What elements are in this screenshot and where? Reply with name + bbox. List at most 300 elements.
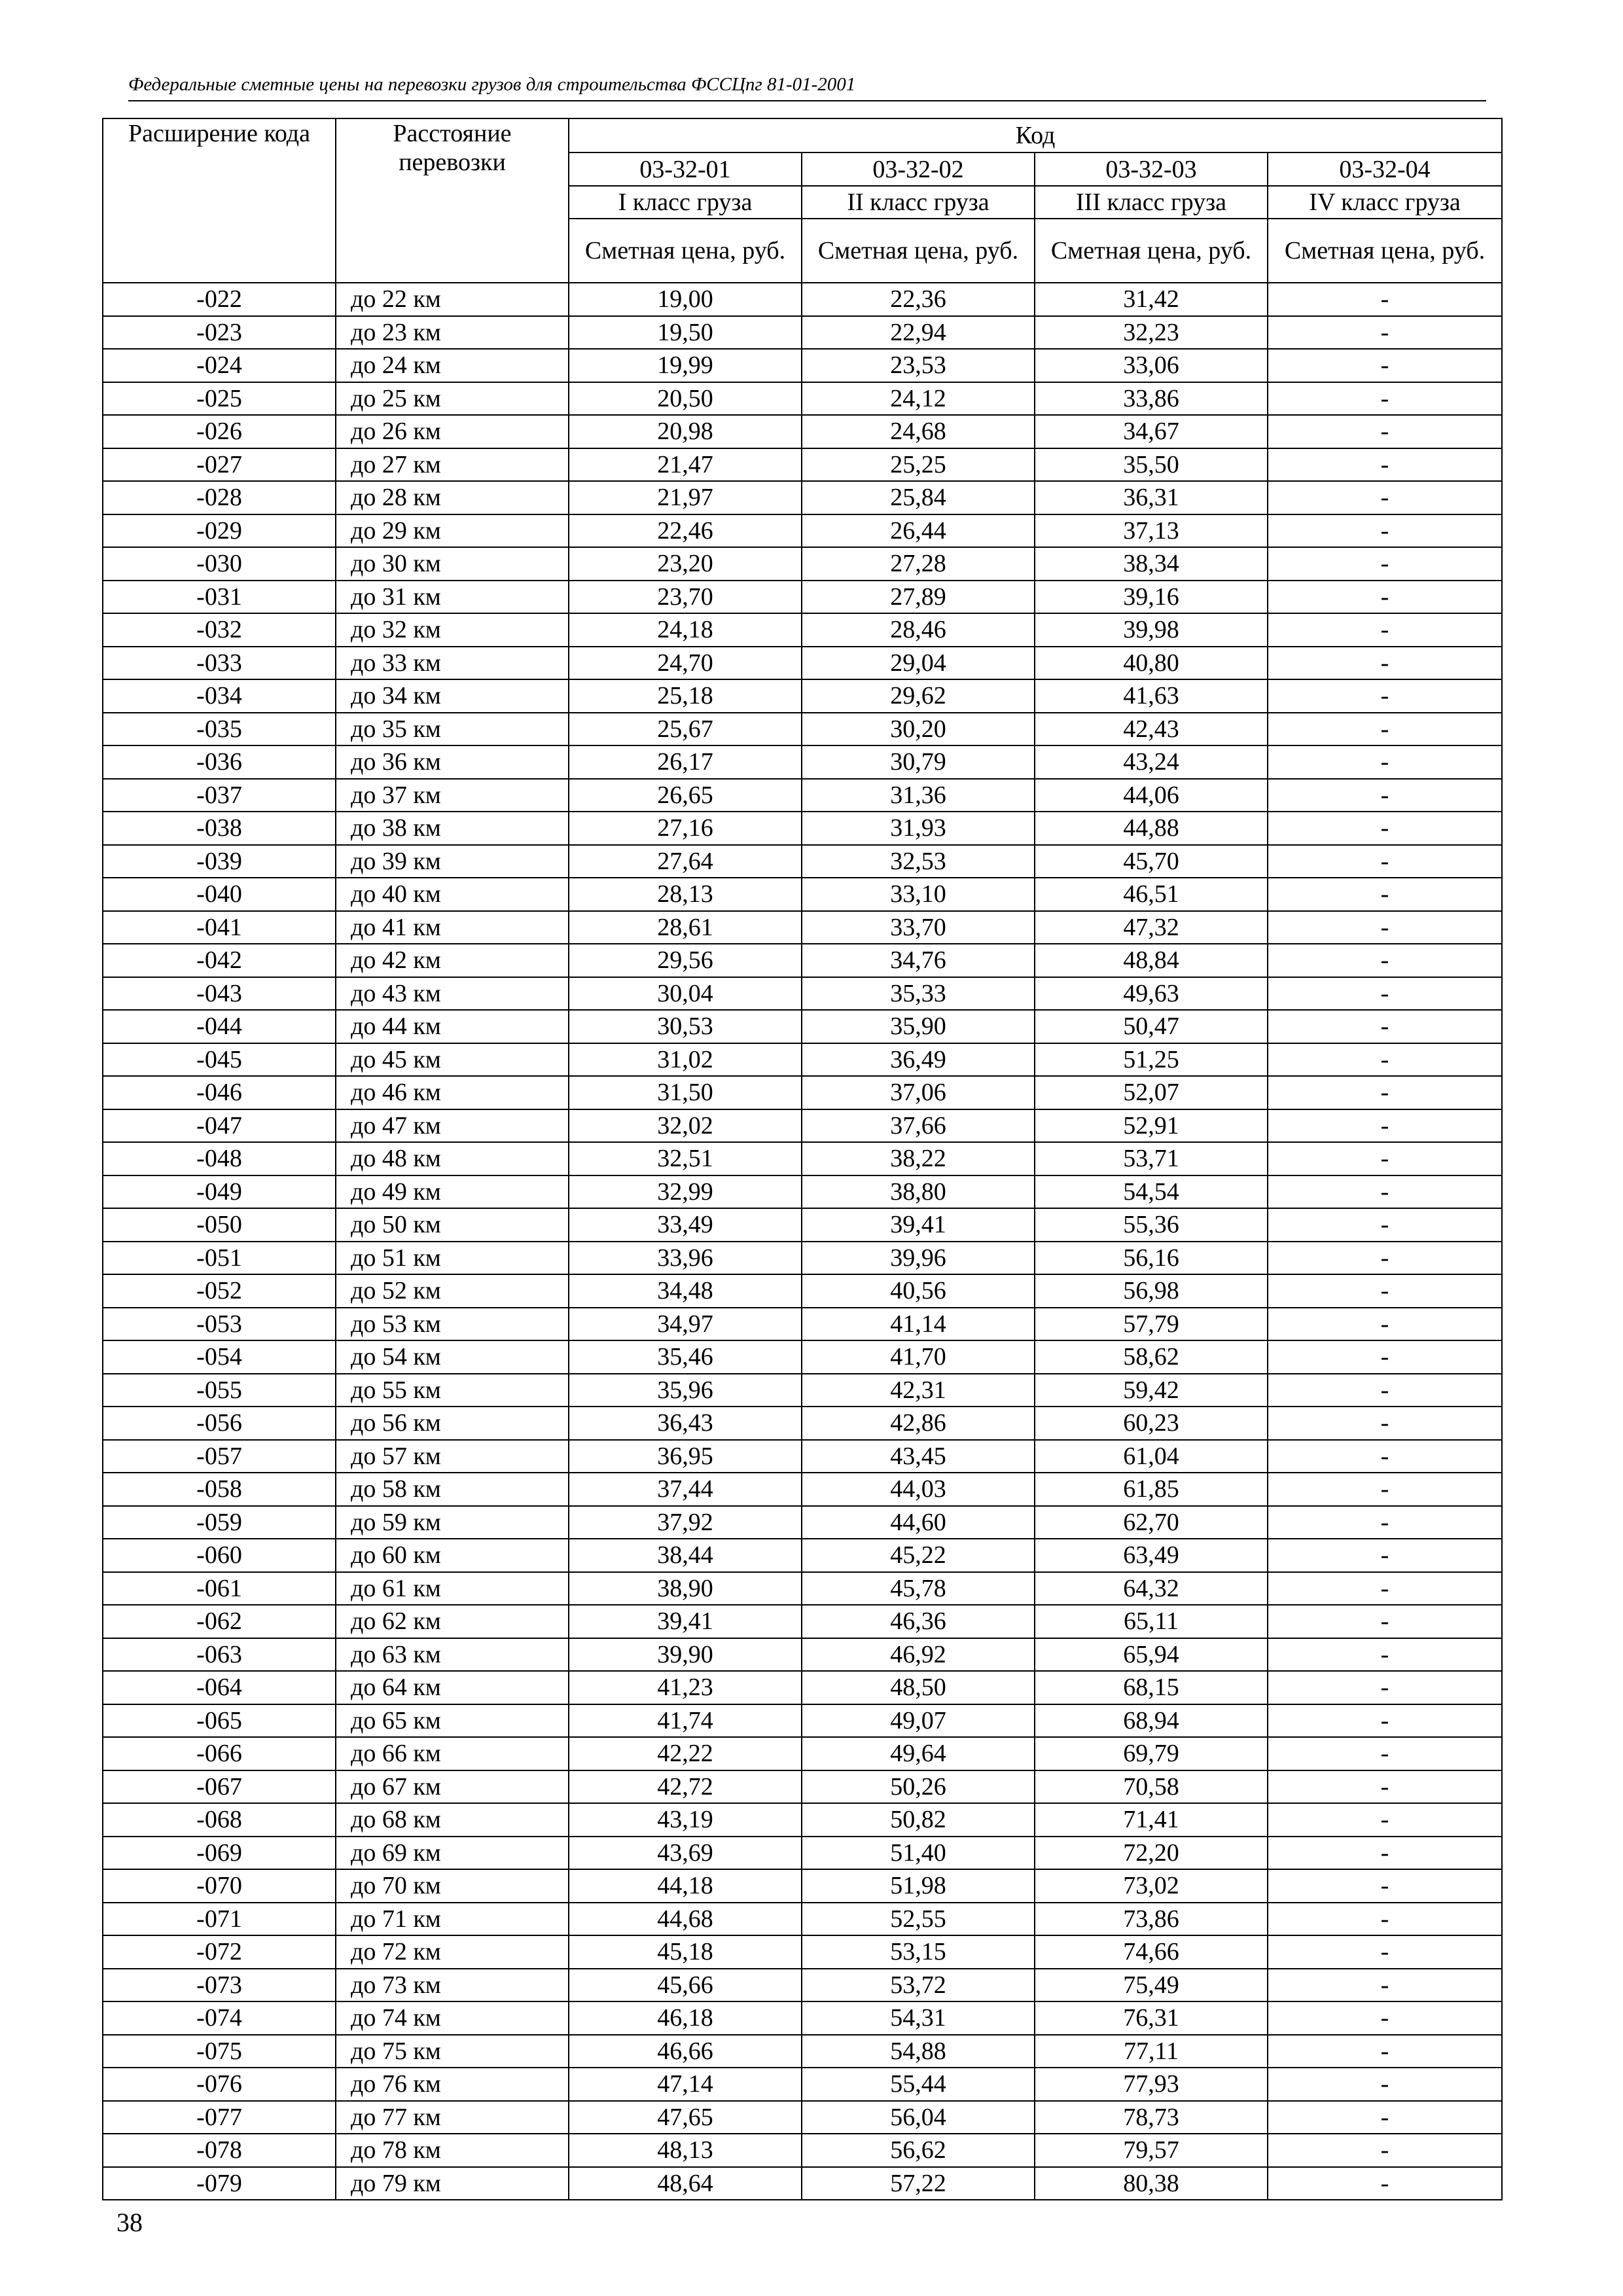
price-class-1-cell: 32,02 — [569, 1109, 802, 1143]
price-class-2-cell: 49,64 — [802, 1737, 1035, 1770]
price-class-3-cell: 33,06 — [1035, 349, 1268, 382]
code-extension-cell: -030 — [103, 547, 336, 581]
price-class-2-cell: 39,96 — [802, 1242, 1035, 1275]
price-class-3-cell: 75,49 — [1035, 1969, 1268, 2002]
table-row — [103, 2001, 1502, 2035]
table-row — [103, 2035, 1502, 2068]
price-class-2-cell: 24,68 — [802, 415, 1035, 448]
price-class-2-cell: 42,31 — [802, 1374, 1035, 1407]
price-class-3-cell: 68,94 — [1035, 1704, 1268, 1738]
price-class-4-cell: - — [1268, 316, 1502, 350]
table-row — [103, 613, 1502, 647]
table-row — [103, 845, 1502, 878]
price-class-3-cell: 41,63 — [1035, 679, 1268, 713]
distance-cell: до 53 км — [336, 1308, 569, 1341]
price-class-1-cell: 46,18 — [569, 2001, 802, 2035]
price-class-1-cell: 31,02 — [569, 1043, 802, 1077]
code-extension-cell: -044 — [103, 1010, 336, 1043]
table-row — [103, 1274, 1502, 1308]
distance-cell: до 33 км — [336, 647, 569, 680]
price-class-3-cell: 77,11 — [1035, 2035, 1268, 2068]
price-class-3-cell: 64,32 — [1035, 1572, 1268, 1605]
price-class-3-cell: 32,23 — [1035, 316, 1268, 350]
code-extension-cell: -079 — [103, 2167, 336, 2200]
table-row — [103, 581, 1502, 614]
price-class-1-cell: 42,72 — [569, 1770, 802, 1804]
header-distance: Расстояние перевозки — [336, 118, 569, 283]
table-row — [103, 1506, 1502, 1539]
distance-cell: до 76 км — [336, 2068, 569, 2101]
price-class-2-cell: 35,33 — [802, 977, 1035, 1011]
code-extension-cell: -050 — [103, 1208, 336, 1242]
price-class-3-cell: 55,36 — [1035, 1208, 1268, 1242]
distance-cell: до 48 км — [336, 1142, 569, 1175]
price-class-4-cell: - — [1268, 283, 1502, 316]
price-class-3-cell: 44,88 — [1035, 812, 1268, 845]
price-class-4-cell: - — [1268, 713, 1502, 746]
distance-cell: до 60 км — [336, 1539, 569, 1572]
price-class-1-cell: 37,44 — [569, 1473, 802, 1506]
table-row — [103, 1208, 1502, 1242]
table-row — [103, 1969, 1502, 2002]
price-class-2-cell: 37,66 — [802, 1109, 1035, 1143]
code-extension-cell: -037 — [103, 779, 336, 812]
price-class-2-cell: 29,62 — [802, 679, 1035, 713]
distance-cell: до 38 км — [336, 812, 569, 845]
price-class-4-cell: - — [1268, 779, 1502, 812]
price-class-4-cell: - — [1268, 1043, 1502, 1077]
code-extension-cell: -024 — [103, 349, 336, 382]
price-class-1-cell: 23,20 — [569, 547, 802, 581]
distance-cell: до 56 км — [336, 1407, 569, 1440]
header-extension-code: Расширение кода — [103, 118, 336, 283]
code-extension-cell: -052 — [103, 1274, 336, 1308]
price-class-3-cell: 65,94 — [1035, 1638, 1268, 1672]
header-code: 03-32-04 — [1268, 152, 1502, 186]
distance-cell: до 66 км — [336, 1737, 569, 1770]
price-class-3-cell: 43,24 — [1035, 745, 1268, 779]
distance-cell: до 63 км — [336, 1638, 569, 1672]
distance-cell: до 59 км — [336, 1506, 569, 1539]
price-class-2-cell: 45,78 — [802, 1572, 1035, 1605]
distance-cell: до 58 км — [336, 1473, 569, 1506]
price-class-4-cell: - — [1268, 1869, 1502, 1903]
price-class-4-cell: - — [1268, 1440, 1502, 1473]
code-extension-cell: -059 — [103, 1506, 336, 1539]
code-extension-cell: -029 — [103, 514, 336, 548]
price-class-3-cell: 78,73 — [1035, 2101, 1268, 2134]
header-code: 03-32-02 — [802, 152, 1035, 186]
distance-cell: до 61 км — [336, 1572, 569, 1605]
table-row — [103, 1869, 1502, 1903]
table-row — [103, 1109, 1502, 1143]
code-extension-cell: -045 — [103, 1043, 336, 1077]
distance-cell: до 72 км — [336, 1935, 569, 1969]
price-class-3-cell: 76,31 — [1035, 2001, 1268, 2035]
table-row — [103, 1803, 1502, 1837]
price-class-2-cell: 37,06 — [802, 1076, 1035, 1109]
price-class-3-cell: 51,25 — [1035, 1043, 1268, 1077]
price-class-2-cell: 30,20 — [802, 713, 1035, 746]
code-extension-cell: -049 — [103, 1175, 336, 1209]
price-class-4-cell: - — [1268, 547, 1502, 581]
table-row — [103, 1770, 1502, 1804]
price-class-1-cell: 38,44 — [569, 1539, 802, 1572]
price-class-3-cell: 57,79 — [1035, 1308, 1268, 1341]
price-class-4-cell: - — [1268, 878, 1502, 911]
table-row — [103, 2101, 1502, 2134]
table-row — [103, 779, 1502, 812]
price-class-3-cell: 52,91 — [1035, 1109, 1268, 1143]
price-class-4-cell: - — [1268, 911, 1502, 944]
price-class-3-cell: 39,16 — [1035, 581, 1268, 614]
distance-cell: до 70 км — [336, 1869, 569, 1903]
distance-cell: до 32 км — [336, 613, 569, 647]
price-class-2-cell: 30,79 — [802, 745, 1035, 779]
price-class-2-cell: 27,28 — [802, 547, 1035, 581]
table-row — [103, 1043, 1502, 1077]
price-class-1-cell: 43,19 — [569, 1803, 802, 1837]
price-class-2-cell: 29,04 — [802, 647, 1035, 680]
price-class-4-cell: - — [1268, 1142, 1502, 1175]
distance-cell: до 55 км — [336, 1374, 569, 1407]
table-row — [103, 1572, 1502, 1605]
header-cargo-class: II класс груза — [802, 186, 1035, 219]
price-class-2-cell: 25,84 — [802, 481, 1035, 514]
price-class-2-cell: 33,70 — [802, 911, 1035, 944]
price-class-2-cell: 56,04 — [802, 2101, 1035, 2134]
code-extension-cell: -076 — [103, 2068, 336, 2101]
code-extension-cell: -040 — [103, 878, 336, 911]
table-row — [103, 547, 1502, 581]
code-extension-cell: -071 — [103, 1903, 336, 1936]
code-extension-cell: -026 — [103, 415, 336, 448]
code-extension-cell: -039 — [103, 845, 336, 878]
distance-cell: до 51 км — [336, 1242, 569, 1275]
table-row — [103, 316, 1502, 350]
table-row — [103, 2167, 1502, 2200]
table-row — [103, 911, 1502, 944]
price-class-4-cell: - — [1268, 448, 1502, 482]
code-extension-cell: -063 — [103, 1638, 336, 1672]
price-class-4-cell: - — [1268, 1374, 1502, 1407]
price-class-3-cell: 34,67 — [1035, 415, 1268, 448]
table-row — [103, 1242, 1502, 1275]
table-row — [103, 1308, 1502, 1341]
running-header: Федеральные сметные цены на перевозки грузов для строительства ФССЦпг 81-01-2001 — [128, 74, 856, 95]
header-cargo-class: III класс груза — [1035, 186, 1268, 219]
price-class-2-cell: 42,86 — [802, 1407, 1035, 1440]
distance-cell: до 79 км — [336, 2167, 569, 2200]
price-class-1-cell: 39,41 — [569, 1605, 802, 1638]
code-extension-cell: -055 — [103, 1374, 336, 1407]
distance-cell: до 62 км — [336, 1605, 569, 1638]
price-class-3-cell: 37,13 — [1035, 514, 1268, 548]
price-class-4-cell: - — [1268, 1704, 1502, 1738]
header-cargo-class: IV класс груза — [1268, 186, 1502, 219]
price-class-2-cell: 27,89 — [802, 581, 1035, 614]
header-rule — [128, 100, 1486, 101]
page-number: 38 — [116, 2208, 143, 2237]
distance-cell: до 31 км — [336, 581, 569, 614]
price-class-4-cell: - — [1268, 415, 1502, 448]
price-class-3-cell: 53,71 — [1035, 1142, 1268, 1175]
code-extension-cell: -056 — [103, 1407, 336, 1440]
price-class-1-cell: 47,14 — [569, 2068, 802, 2101]
price-class-3-cell: 50,47 — [1035, 1010, 1268, 1043]
distance-cell: до 67 км — [336, 1770, 569, 1804]
code-extension-cell: -048 — [103, 1142, 336, 1175]
table-row — [103, 713, 1502, 746]
distance-cell: до 22 км — [336, 283, 569, 316]
price-class-2-cell: 44,03 — [802, 1473, 1035, 1506]
price-table — [102, 118, 1503, 2200]
price-class-1-cell: 39,90 — [569, 1638, 802, 1672]
table-row — [103, 1142, 1502, 1175]
code-extension-cell: -077 — [103, 2101, 336, 2134]
price-class-1-cell: 48,13 — [569, 2134, 802, 2167]
price-class-1-cell: 41,23 — [569, 1671, 802, 1704]
price-class-3-cell: 68,15 — [1035, 1671, 1268, 1704]
price-class-1-cell: 27,16 — [569, 812, 802, 845]
price-class-2-cell: 24,12 — [802, 382, 1035, 416]
price-class-1-cell: 34,48 — [569, 1274, 802, 1308]
price-class-4-cell: - — [1268, 613, 1502, 647]
price-class-2-cell: 46,92 — [802, 1638, 1035, 1672]
price-class-3-cell: 74,66 — [1035, 1935, 1268, 1969]
price-class-3-cell: 63,49 — [1035, 1539, 1268, 1572]
distance-cell: до 46 км — [336, 1076, 569, 1109]
price-class-3-cell: 58,62 — [1035, 1340, 1268, 1374]
code-extension-cell: -073 — [103, 1969, 336, 2002]
table-row — [103, 448, 1502, 482]
price-class-4-cell: - — [1268, 1770, 1502, 1804]
table-row — [103, 1737, 1502, 1770]
price-class-1-cell: 30,04 — [569, 977, 802, 1011]
price-class-2-cell: 56,62 — [802, 2134, 1035, 2167]
price-class-2-cell: 51,98 — [802, 1869, 1035, 1903]
price-class-2-cell: 51,40 — [802, 1837, 1035, 1870]
price-class-3-cell: 46,51 — [1035, 878, 1268, 911]
price-class-1-cell: 21,47 — [569, 448, 802, 482]
price-class-4-cell: - — [1268, 1671, 1502, 1704]
price-class-2-cell: 53,72 — [802, 1969, 1035, 2002]
price-class-4-cell: - — [1268, 349, 1502, 382]
price-class-3-cell: 36,31 — [1035, 481, 1268, 514]
price-class-1-cell: 22,46 — [569, 514, 802, 548]
table-row — [103, 1837, 1502, 1870]
table-row — [103, 514, 1502, 548]
price-class-1-cell: 19,00 — [569, 283, 802, 316]
code-extension-cell: -075 — [103, 2035, 336, 2068]
distance-cell: до 23 км — [336, 316, 569, 350]
price-class-3-cell: 56,16 — [1035, 1242, 1268, 1275]
distance-cell: до 28 км — [336, 481, 569, 514]
code-extension-cell: -070 — [103, 1869, 336, 1903]
price-class-4-cell: - — [1268, 1308, 1502, 1341]
price-class-3-cell: 65,11 — [1035, 1605, 1268, 1638]
price-class-4-cell: - — [1268, 382, 1502, 416]
price-class-3-cell: 38,34 — [1035, 547, 1268, 581]
price-class-1-cell: 45,66 — [569, 1969, 802, 2002]
table-row — [103, 415, 1502, 448]
distance-cell: до 35 км — [336, 713, 569, 746]
price-class-1-cell: 29,56 — [569, 944, 802, 977]
code-extension-cell: -027 — [103, 448, 336, 482]
price-class-3-cell: 47,32 — [1035, 911, 1268, 944]
distance-cell: до 44 км — [336, 1010, 569, 1043]
distance-cell: до 29 км — [336, 514, 569, 548]
table-row — [103, 1374, 1502, 1407]
header-price: Сметная цена, руб. — [569, 219, 802, 283]
price-class-2-cell: 39,41 — [802, 1208, 1035, 1242]
code-extension-cell: -072 — [103, 1935, 336, 1969]
price-class-1-cell: 44,68 — [569, 1903, 802, 1936]
price-class-4-cell: - — [1268, 1803, 1502, 1837]
distance-cell: до 73 км — [336, 1969, 569, 2002]
price-class-1-cell: 42,22 — [569, 1737, 802, 1770]
price-class-3-cell: 61,85 — [1035, 1473, 1268, 1506]
price-class-4-cell: - — [1268, 1506, 1502, 1539]
code-extension-cell: -032 — [103, 613, 336, 647]
price-class-2-cell: 33,10 — [802, 878, 1035, 911]
code-extension-cell: -023 — [103, 316, 336, 350]
distance-cell: до 24 км — [336, 349, 569, 382]
distance-cell: до 36 км — [336, 745, 569, 779]
distance-cell: до 50 км — [336, 1208, 569, 1242]
price-class-2-cell: 31,93 — [802, 812, 1035, 845]
price-class-1-cell: 23,70 — [569, 581, 802, 614]
distance-cell: до 77 км — [336, 2101, 569, 2134]
table-row — [103, 679, 1502, 713]
table-row — [103, 745, 1502, 779]
code-extension-cell: -042 — [103, 944, 336, 977]
distance-cell: до 65 км — [336, 1704, 569, 1738]
price-class-3-cell: 73,86 — [1035, 1903, 1268, 1936]
price-class-1-cell: 20,98 — [569, 415, 802, 448]
price-class-4-cell: - — [1268, 1340, 1502, 1374]
code-extension-cell: -061 — [103, 1572, 336, 1605]
price-class-4-cell: - — [1268, 845, 1502, 878]
price-class-1-cell: 44,18 — [569, 1869, 802, 1903]
price-class-4-cell: - — [1268, 2134, 1502, 2167]
table-row — [103, 1671, 1502, 1704]
price-class-2-cell: 46,36 — [802, 1605, 1035, 1638]
price-class-3-cell: 35,50 — [1035, 448, 1268, 482]
price-class-1-cell: 36,43 — [569, 1407, 802, 1440]
price-class-1-cell: 19,50 — [569, 316, 802, 350]
code-extension-cell: -041 — [103, 911, 336, 944]
price-class-2-cell: 38,80 — [802, 1175, 1035, 1209]
price-class-3-cell: 42,43 — [1035, 713, 1268, 746]
code-extension-cell: -031 — [103, 581, 336, 614]
price-class-4-cell: - — [1268, 1076, 1502, 1109]
distance-cell: до 68 км — [336, 1803, 569, 1837]
code-extension-cell: -065 — [103, 1704, 336, 1738]
code-extension-cell: -064 — [103, 1671, 336, 1704]
price-class-4-cell: - — [1268, 944, 1502, 977]
table-row — [103, 944, 1502, 977]
header-price: Сметная цена, руб. — [1268, 219, 1502, 283]
price-class-2-cell: 40,56 — [802, 1274, 1035, 1308]
table-row — [103, 1340, 1502, 1374]
price-class-2-cell: 49,07 — [802, 1704, 1035, 1738]
price-class-2-cell: 55,44 — [802, 2068, 1035, 2101]
code-extension-cell: -068 — [103, 1803, 336, 1837]
price-class-4-cell: - — [1268, 481, 1502, 514]
price-class-1-cell: 34,97 — [569, 1308, 802, 1341]
price-class-4-cell: - — [1268, 812, 1502, 845]
table-row — [103, 1076, 1502, 1109]
price-class-4-cell: - — [1268, 1969, 1502, 2002]
price-class-4-cell: - — [1268, 1010, 1502, 1043]
price-class-3-cell: 31,42 — [1035, 283, 1268, 316]
price-class-1-cell: 28,61 — [569, 911, 802, 944]
price-class-2-cell: 44,60 — [802, 1506, 1035, 1539]
price-class-2-cell: 50,82 — [802, 1803, 1035, 1837]
price-class-4-cell: - — [1268, 1539, 1502, 1572]
table-row — [103, 812, 1502, 845]
distance-cell: до 64 км — [336, 1671, 569, 1704]
table-row — [103, 2068, 1502, 2101]
price-class-3-cell: 45,70 — [1035, 845, 1268, 878]
price-class-3-cell: 71,41 — [1035, 1803, 1268, 1837]
code-extension-cell: -078 — [103, 2134, 336, 2167]
header-price: Сметная цена, руб. — [1035, 219, 1268, 283]
price-class-1-cell: 19,99 — [569, 349, 802, 382]
distance-cell: до 49 км — [336, 1175, 569, 1209]
price-class-4-cell: - — [1268, 1605, 1502, 1638]
distance-cell: до 43 км — [336, 977, 569, 1011]
price-class-1-cell: 31,50 — [569, 1076, 802, 1109]
price-class-3-cell: 73,02 — [1035, 1869, 1268, 1903]
price-class-4-cell: - — [1268, 2068, 1502, 2101]
table-row — [103, 1407, 1502, 1440]
price-class-2-cell: 52,55 — [802, 1903, 1035, 1936]
price-class-1-cell: 35,96 — [569, 1374, 802, 1407]
price-class-4-cell: - — [1268, 1208, 1502, 1242]
code-extension-cell: -036 — [103, 745, 336, 779]
price-class-4-cell: - — [1268, 581, 1502, 614]
code-extension-cell: -067 — [103, 1770, 336, 1804]
distance-cell: до 34 км — [336, 679, 569, 713]
price-class-4-cell: - — [1268, 2035, 1502, 2068]
price-class-3-cell: 60,23 — [1035, 1407, 1268, 1440]
code-extension-cell: -057 — [103, 1440, 336, 1473]
price-class-2-cell: 54,31 — [802, 2001, 1035, 2035]
price-class-4-cell: - — [1268, 1572, 1502, 1605]
table-row — [103, 1175, 1502, 1209]
price-class-1-cell: 37,92 — [569, 1506, 802, 1539]
price-class-4-cell: - — [1268, 2101, 1502, 2134]
price-class-1-cell: 30,53 — [569, 1010, 802, 1043]
price-class-2-cell: 57,22 — [802, 2167, 1035, 2200]
price-class-3-cell: 49,63 — [1035, 977, 1268, 1011]
code-extension-cell: -033 — [103, 647, 336, 680]
price-class-2-cell: 34,76 — [802, 944, 1035, 977]
price-class-1-cell: 32,51 — [569, 1142, 802, 1175]
table-row — [103, 1440, 1502, 1473]
price-class-4-cell: - — [1268, 1903, 1502, 1936]
distance-cell: до 39 км — [336, 845, 569, 878]
price-class-2-cell: 25,25 — [802, 448, 1035, 482]
distance-cell: до 26 км — [336, 415, 569, 448]
distance-cell: до 37 км — [336, 779, 569, 812]
price-class-4-cell: - — [1268, 1242, 1502, 1275]
code-extension-cell: -034 — [103, 679, 336, 713]
distance-cell: до 25 км — [336, 382, 569, 416]
distance-cell: до 27 км — [336, 448, 569, 482]
